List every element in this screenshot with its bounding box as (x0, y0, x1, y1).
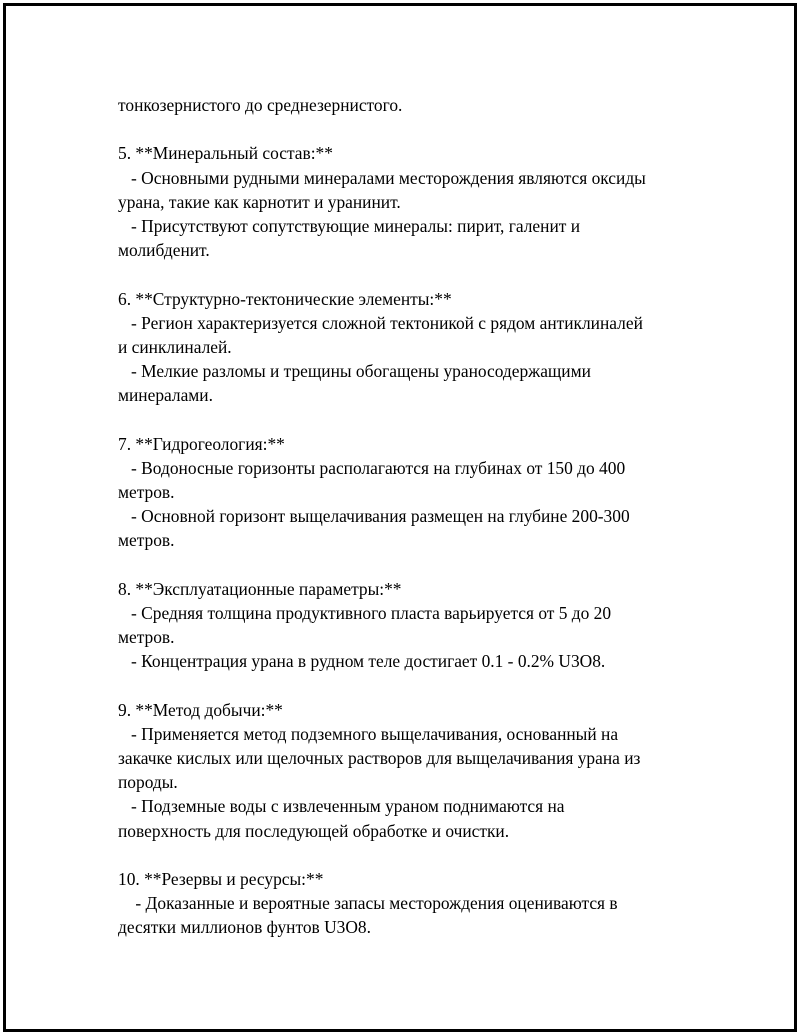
text-line: - Средняя толщина продуктивного пласта варьируется от 5 до 20 (118, 602, 612, 623)
text-line: метров. (118, 627, 175, 648)
text-line: закачке кислых или щелочных растворов для выщелачивания урана из (118, 748, 641, 769)
text-line: - Присутствуют сопутствующие минералы: пирит, галенит и (118, 215, 581, 236)
text-line: - Применяется метод подземного выщелачивания, основанный на (118, 723, 619, 744)
text-line: и синклиналей. (118, 336, 232, 357)
blank-line (118, 674, 693, 698)
blank-line (118, 407, 693, 431)
text-line: минералами. (118, 385, 213, 406)
text-line: 10. **Резервы и ресурсы:** (118, 869, 324, 889)
text-line: - Основной горизонт выщелачивания размещен на глубине 200-300 (118, 506, 630, 527)
text-line: 7. **Гидрогеология:** (118, 433, 285, 454)
blank-line (118, 843, 693, 867)
text-line: - Мелкие разломы и трещины обогащены ураносодержащими (118, 361, 591, 382)
text-line: 9. **Метод добычи:** (118, 699, 283, 720)
text-line: - Подземные воды с извлеченным ураном поднимаются на (118, 796, 565, 817)
blank-line (118, 262, 693, 286)
text-line: поверхность для последующей обработке и очистки. (118, 820, 510, 841)
text-line: - Водоносные горизонты располагаются на глубинах от 150 до 400 (118, 457, 626, 478)
text-line: 8. **Эксплуатационные параметры:** (118, 578, 402, 599)
text-line: молибденит. (118, 240, 210, 261)
text-line: тонкозернистого до среднезернистого. (118, 95, 403, 115)
document-body (118, 93, 693, 940)
text-line: десятки миллионов фунтов U3O8. (118, 917, 371, 938)
text-line: 6. **Структурно-тектонические элементы:** (118, 288, 452, 309)
text-line: метров. (118, 530, 175, 551)
text-line: - Регион характеризуется сложной тектоникой с рядом антиклиналей (118, 312, 643, 333)
text-line: 5. **Минеральный состав:** (118, 143, 333, 164)
text-line: метров. (118, 482, 175, 502)
text-line: - Доказанные и вероятные запасы месторождения оцениваются в (118, 893, 618, 914)
blank-line (118, 553, 693, 577)
text-line: - Концентрация урана в рудном теле достигает 0.1 - 0.2% U3O8. (118, 651, 606, 672)
text-line: породы. (118, 772, 178, 793)
text-line: урана, такие как карнотит и уранинит. (118, 191, 401, 212)
blank-line (118, 117, 693, 141)
text-line: - Основными рудными минералами месторождения являются оксиды (118, 167, 646, 188)
